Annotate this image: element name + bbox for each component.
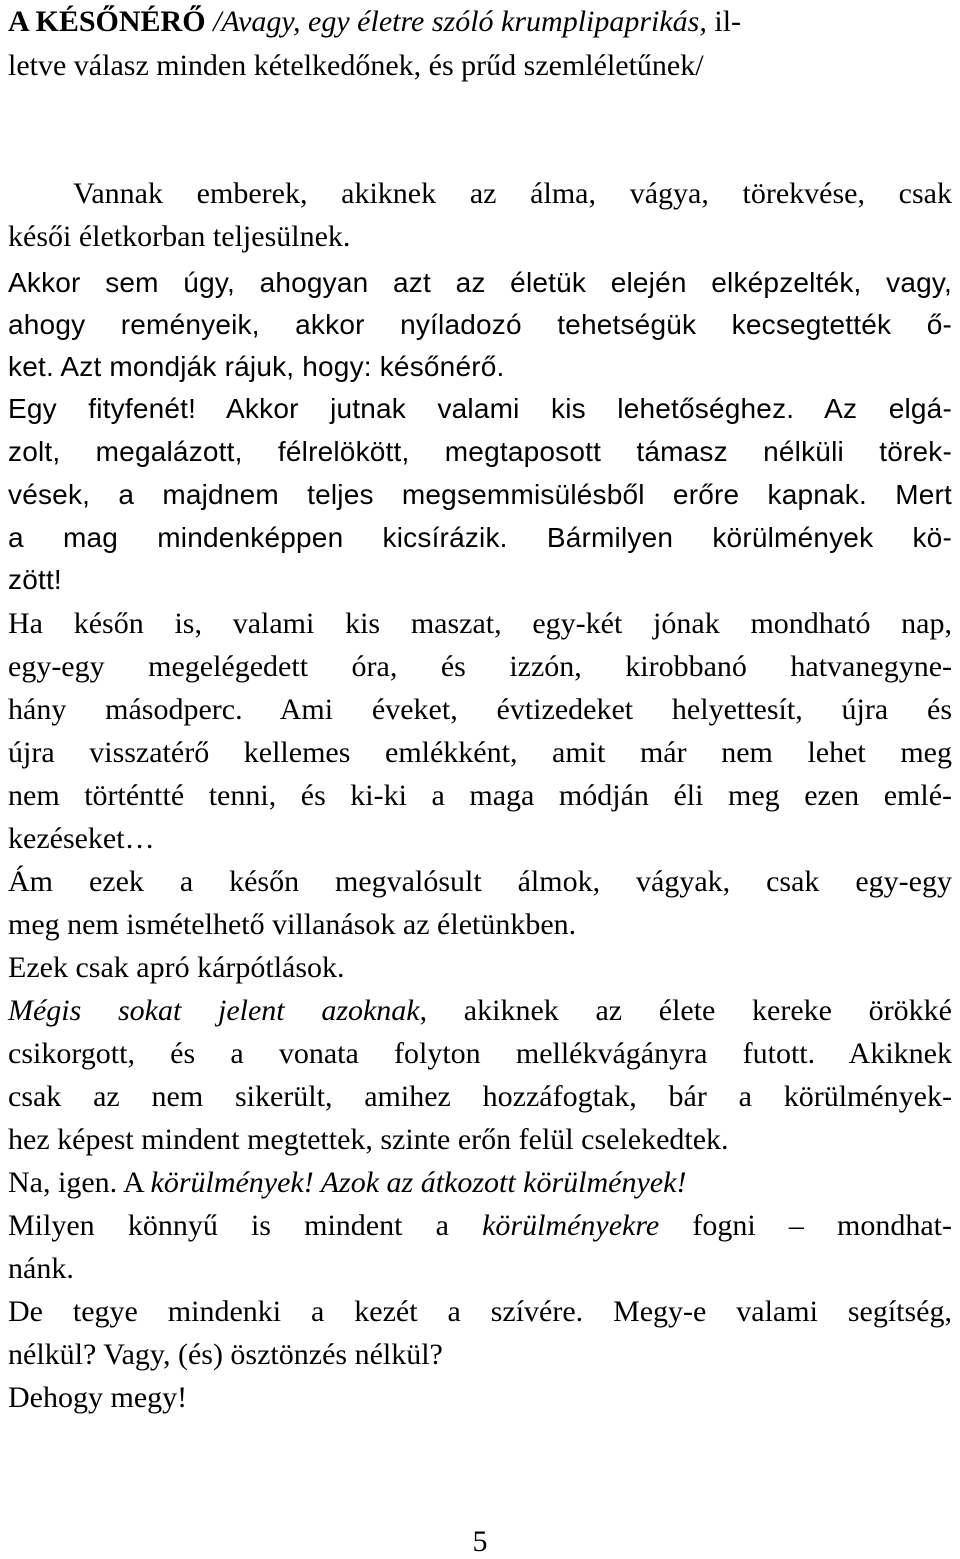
text-segment: Bármilyen körülmények kö-	[507, 522, 952, 553]
text-line: Vannak emberek, akiknek az álma, vágya, törekvése, csak	[73, 177, 952, 210]
page-number: 5	[472, 1525, 488, 1558]
title-rest: il-	[706, 5, 742, 38]
text-line: egy-egy megelégedett óra, és izzón, kirobbanó hatvanegyne-	[8, 650, 952, 683]
text-line: zött!	[8, 564, 62, 595]
title-italic: /Avagy, egy életre szóló krumplipaprikás,	[213, 5, 707, 38]
text-line: Akkor sem úgy, ahogyan azt az életük elején elképzelték, vagy,	[8, 267, 952, 298]
text-segment: csikorgott, és a vonata folyton mellékvágányra futott.	[8, 1037, 816, 1070]
text-line: késői életkorban teljesülnek.	[8, 220, 351, 253]
text-segment-italic: Mégis sokat jelent azoknak	[8, 994, 420, 1027]
text-line: Ám ezek a későn megvalósult álmok, vágyak, csak egy-egy	[8, 865, 952, 898]
text-segment: Milyen könnyű is mindent a	[8, 1209, 483, 1242]
text-line: De tegye mindenki a kezét a szívére. Megy-e valami segítség,	[8, 1295, 952, 1328]
text-line	[8, 478, 952, 512]
text-segment: a mag mindenképpen kicsírázik.	[8, 522, 508, 553]
text-segment: , akiknek az élete kereke örökké	[419, 994, 952, 1027]
text-line	[8, 693, 952, 727]
text-line: Ezek csak apró kárpótlások.	[8, 951, 345, 984]
title-line-1	[8, 5, 952, 39]
text-segment: vések, a majdnem teljes megsemmisülésből erőre kapnak.	[8, 479, 867, 510]
text-line	[8, 994, 952, 1028]
text-segment: Az elgá-	[794, 393, 952, 424]
text-segment-italic: körülmények! Azok az átkozott körülmények!	[150, 1166, 687, 1199]
text-segment: Ami éveket, évtizedeket helyettesít, újra és	[242, 693, 952, 726]
text-line: hez képest mindent megtettek, szinte erőn felül cselekedtek.	[8, 1123, 729, 1156]
text-segment: Mert	[866, 479, 952, 510]
text-segment: fogni – mondhat-	[659, 1209, 952, 1242]
text-segment: Akkor jutnak valami kis lehetőséghez.	[196, 393, 795, 424]
text-segment: Na, igen. A	[8, 1166, 151, 1199]
text-line	[8, 392, 952, 426]
text-line: csak az nem sikerült, amihez hozzáfogtak, bár a körülmények-	[8, 1080, 952, 1113]
text-line: újra visszatérő kellemes emlékként, amit már nem lehet meg	[8, 736, 952, 769]
text-line	[8, 1166, 952, 1200]
text-line: Dehogy megy!	[8, 1381, 188, 1414]
text-line: meg nem ismételhető villanások az életünkben.	[8, 908, 577, 941]
title-line-2: letve válasz minden kételkedőnek, és prűd szemléletűnek/	[8, 49, 704, 82]
text-line	[8, 1209, 952, 1243]
text-line: nélkül? Vagy, (és) ösztönzés nélkül?	[8, 1338, 443, 1371]
text-line: nem történtté tenni, és ki-ki a maga módján éli meg ezen emlé-	[8, 779, 952, 812]
text-line: ahogy reményeik, akkor nyíladozó tehetségük kecsegtették ő-	[8, 309, 952, 340]
text-line: Ha későn is, valami kis maszat, egy-két jónak mondható nap,	[8, 607, 952, 640]
text-segment: Egy fityfenét!	[8, 393, 197, 424]
text-line: zolt, megalázott, félrelökött, megtaposott támasz nélküli törek-	[8, 436, 952, 467]
text-line	[8, 1037, 952, 1071]
text-line: kezéseket…	[8, 822, 155, 855]
text-segment: hány másodperc.	[8, 693, 243, 726]
text-line	[8, 521, 952, 555]
text-segment-italic: körülményekre	[482, 1209, 660, 1242]
text-line: nánk.	[8, 1252, 74, 1285]
title-bold: A KÉSŐNÉRŐ	[8, 5, 206, 38]
text-segment: Akiknek	[815, 1037, 952, 1070]
text-line: ket. Azt mondják rájuk, hogy: későnérő.	[8, 351, 505, 382]
